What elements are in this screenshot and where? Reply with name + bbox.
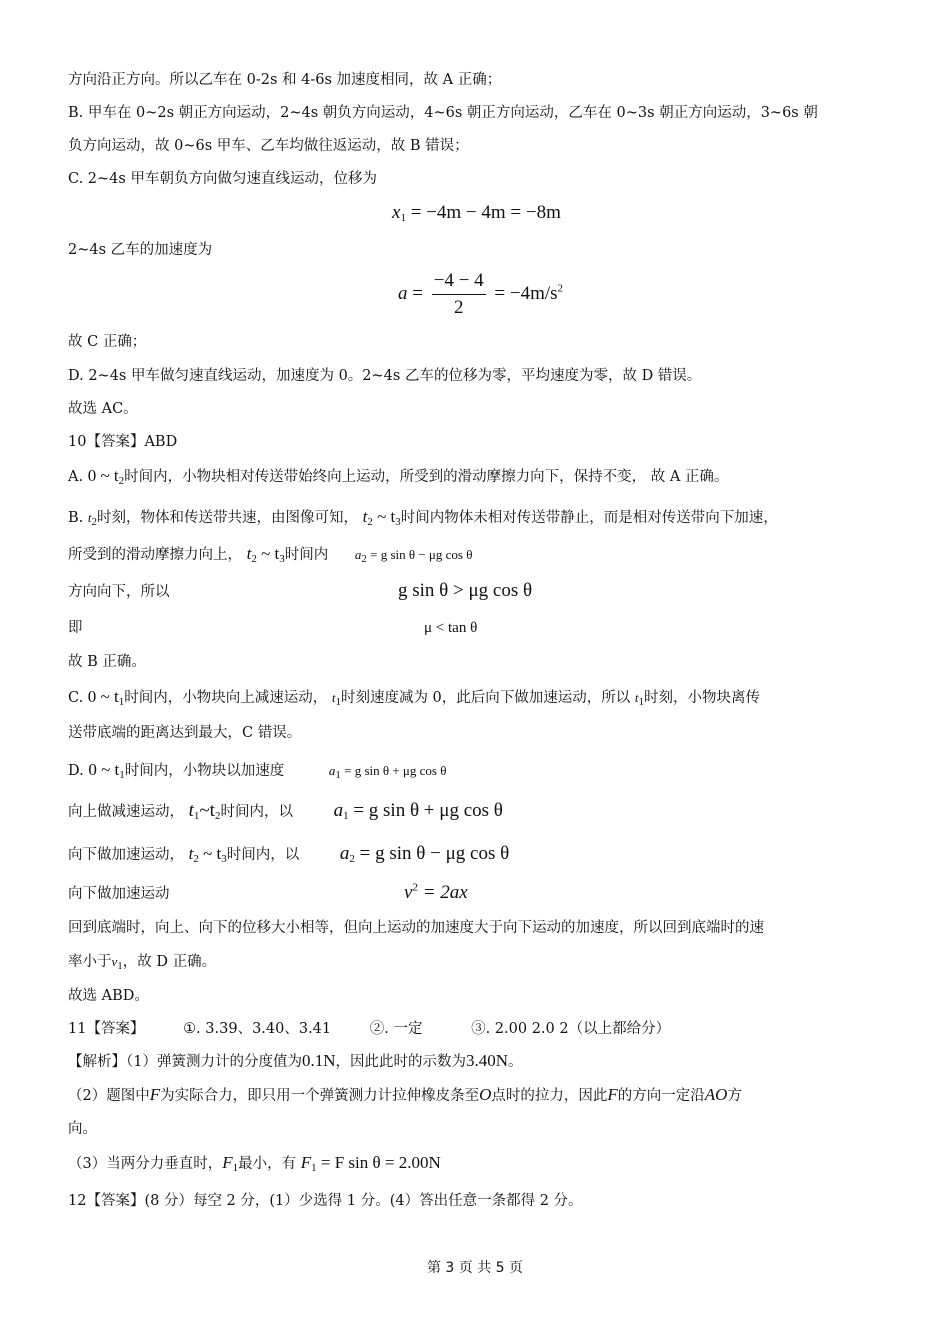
q10-option-b-line-4: 即: [68, 620, 83, 636]
q11-explanation-1: 【解析】（1）弹簧测力计的分度值为0.1N，因此此时的示数为3.40N。: [68, 1051, 523, 1070]
q10-option-d-line-5: 回到底端时，向上、向下的位移大小相等，但向上运动的加速度大于向下运动的加速度，所以回到底端时的速: [68, 920, 764, 936]
fraction: $\frac{-4 - 4}{2}$: [433, 270, 484, 318]
q11-explanation-2: （2）题图中F为实际合力，即只用一个弹簧测力计拉伸橡皮条至O点时的拉力，因此F的方向一定沿AO方: [68, 1085, 742, 1104]
q10-option-d-line-1: D. 0 ~ $t_1$时间内，小物块以加速度 $a_1 = g$ sin θ + μg cos θ: [68, 760, 447, 781]
q11-explanation-2-cont: 向。: [68, 1121, 97, 1137]
q10-option-d-line-3: 向下做加速运动， $t_2$ ~ $t_3$时间内，以 $a_2 = g$ sin θ − μg cos θ: [68, 843, 510, 865]
q9-line-1: 方向沿正方向。所以乙车在 0-2s 和 4-6s 加速度相同，故 A 正确；: [68, 72, 502, 88]
q10-option-b-line-1: B. $t_2$时刻，物体和传送带共速，由图像可知， $t_2$ ~ $t_3$时间内物体未相对传送带静止，而是相对传送带向下加速，: [68, 507, 778, 528]
q9-line-4: C. 2~4s 甲车朝负方向做匀速直线运动，位移为: [68, 171, 377, 187]
q10-option-b-line-3: 方向向下，所以: [68, 584, 170, 600]
q9-line-3: 负方向运动，故 0~6s 甲车、乙车均做往返运动，故 B 错误；: [68, 138, 469, 154]
q11-explanation-3: （3）当两分力垂直时，$F_1$最小，有 $F_1 = F$ sin θ = 2.00N: [68, 1153, 441, 1174]
q10-option-b-end: 故 B 正确。: [68, 654, 146, 670]
q10-heading: 10【答案】ABD: [68, 434, 178, 450]
q10-option-d-line-4: 向下做加速运动: [68, 886, 170, 902]
q10-option-a: A. 0 ~ $t_2$时间内，小物块相对传送带始终向上运动，所受到的滑动摩擦力向下，保持不变， 故 A 正确。: [68, 466, 729, 487]
equation-inequality: g sin θ > μg cos θ: [398, 580, 533, 601]
q10-option-c-line-1: C. 0 ~ $t_1$时间内，小物块向上减速运动， $t_1$时刻速度减为 0，此后向下做加速运动，所以 $t_1$时刻，小物块离传: [68, 687, 761, 708]
equation-acceleration: a = $\frac{-4 - 4}{2}$ = $-4m/s^2$: [398, 270, 564, 318]
q10-conclusion: 故选 ABD。: [68, 988, 149, 1004]
q12-answer: 12【答案】(8 分）每空 2 分，(1）少选得 1 分。(4）答出任意一条都得 2 分。: [68, 1193, 583, 1209]
equation-v-squared: $v^2 = 2ax$: [404, 881, 468, 903]
q9-line-7: D. 2~4s 甲车做匀速直线运动，加速度为 0。2~4s 乙车的位移为零，平均速度为零，故 D 错误。: [68, 368, 702, 384]
q10-option-d-line-6: 率小于$v_1$，故 D 正确。: [68, 954, 217, 972]
q9-line-2: B. 甲车在 0~2s 朝正方向运动，2~4s 朝负方向运动，4~6s 朝正方向运动，乙车在 0~3s 朝正方向运动，3~6s 朝: [68, 105, 818, 121]
q11-answer: 11【答案】 ①. 3.39、3.40、3.41 ②. 一定 ③. 2.00 2.0 2（以上都给分）: [68, 1021, 671, 1037]
q9-line-8: 故选 AC。: [68, 401, 138, 417]
page-number: 第 3 页 共 5 页: [426, 1260, 524, 1276]
q10-option-c-line-2: 送带底端的距离达到最大，C 错误。: [68, 725, 302, 741]
q9-line-5: 2~4s 乙车的加速度为: [68, 242, 213, 258]
q10-option-d-line-2: 向上做减速运动， $t_1\sim t_2$时间内，以 $a_1 = g$ sin θ + μg cos θ: [68, 800, 503, 822]
q10-option-b-line-2: 所受到的滑动摩擦力向上， $t_2$ ~ $t_3$时间内 $a_2 = g$ sin θ − μg cos θ: [68, 544, 473, 565]
equation-mu-tan: μ < tan θ: [424, 620, 478, 636]
q9-line-6: 故 C 正确；: [68, 334, 147, 350]
equation-x1: $x_1 = -4m - 4m = -8m$: [392, 202, 561, 224]
